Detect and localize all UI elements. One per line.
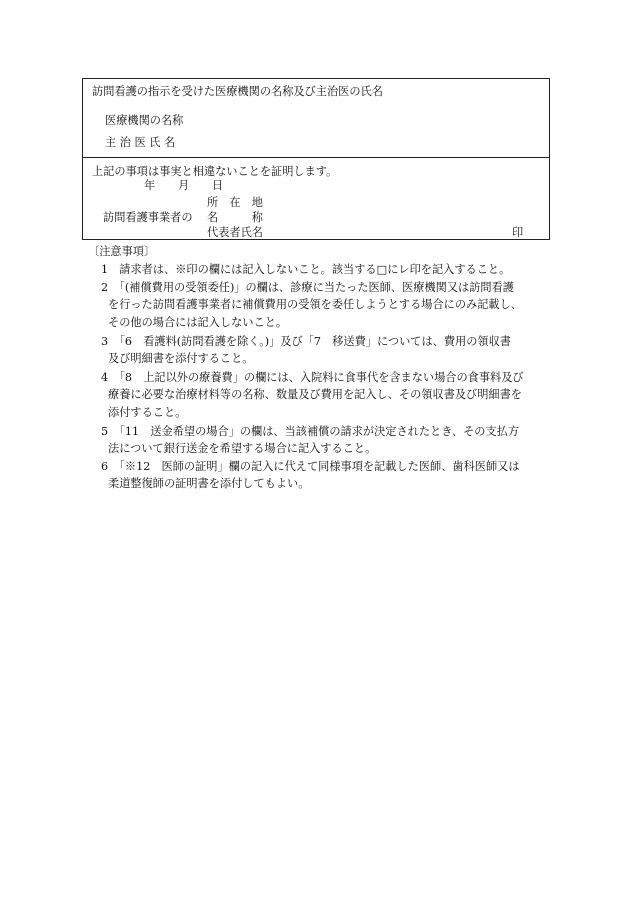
representative-name-label: 代表者氏名 <box>207 226 263 239</box>
section1-title: 訪問看護の指示を受けた医療機関の名称及び主治医の氏名 <box>92 85 383 98</box>
note-line: 1 請求者は、※印の欄には記入しないこと。該当する□にレ印を記入すること。 <box>101 263 511 276</box>
form-box <box>82 78 550 240</box>
note-line: 3 「6 看護料(訪問看護を除く。)」及び「7 移送費」については、費用の領収書 <box>101 335 511 348</box>
note-line: 添付すること。 <box>108 406 187 419</box>
provider-name-label: 名 称 <box>207 211 263 224</box>
date-month-label: 月 <box>178 179 190 192</box>
institution-name-label: 医療機関の名称 <box>105 114 184 127</box>
note-line: 法について銀行送金を希望する場合に記入すること。 <box>108 442 377 455</box>
note-line: を行った訪問看護事業者に補償費用の受領を委任しようとする場合にのみ記載し、 <box>108 298 522 311</box>
note-line: 及び明細書を添付すること。 <box>108 352 254 365</box>
date-day-label: 日 <box>212 179 224 192</box>
section-divider <box>83 157 549 158</box>
note-line: 4 「8 上記以外の療養費」の欄には、入院料に食事代を含まない場合の食事料及び <box>101 371 524 384</box>
note-line: その他の場合には記入しないこと。 <box>108 316 288 329</box>
certification-statement: 上記の事項は事実と相違ないことを証明します。 <box>92 165 338 178</box>
date-year-label: 年 <box>144 179 156 192</box>
note-line: 2 「(補償費用の受領委任)」の欄は、診療に当たった医師、医療機関又は訪問看護 <box>101 281 514 294</box>
provider-label: 訪問看護事業者の <box>103 211 193 224</box>
note-line: 5 「11 送金希望の場合」の欄は、当該補償の請求が決定されたとき、その支払方 <box>101 425 520 438</box>
note-line: 療養に必要な治療材料等の名称、数量及び費用を記入し、その領収書及び明細書を <box>108 388 522 401</box>
note-line: 柔道整復師の証明書を添付してもよい。 <box>108 477 310 490</box>
notes-title: 〔注意事項〕 <box>88 245 156 258</box>
note-line: 6 「※12 医師の証明」欄の記入に代えて同様事項を記載した医師、歯科医師又は <box>101 460 520 473</box>
seal-mark: 印 <box>512 226 524 239</box>
address-label: 所 在 地 <box>207 196 263 209</box>
attending-doctor-label: 主 治 医 氏 名 <box>105 136 176 149</box>
